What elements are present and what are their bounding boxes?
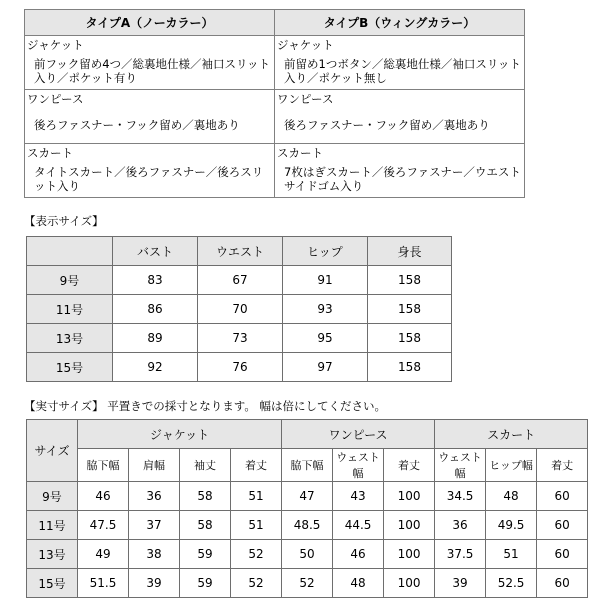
display-size-table [26, 236, 452, 382]
jacket-sleeve-length-header: 袖丈 [180, 449, 231, 482]
measurement-value: 58 [180, 482, 231, 511]
skirt-length-header: 着丈 [537, 449, 588, 482]
spec-jacket-label-row [25, 36, 525, 54]
actual-size-heading: 【実寸サイズ】 平置きでの採寸となります。 幅は倍にしてください。 [24, 399, 386, 413]
spec-header-row [25, 10, 525, 36]
size-label: 11号 [27, 511, 78, 540]
type-a-jacket-label: ジャケット [25, 36, 275, 54]
type-b-skirt-desc: 7枚はぎスカート／後ろファスナー／ウエストサイドゴム入り [275, 161, 525, 198]
actual-size-row [27, 540, 588, 569]
measurement-value: 59 [180, 569, 231, 598]
bust-value: 89 [113, 324, 198, 353]
measurement-value: 49.5 [486, 511, 537, 540]
size-label: 13号 [27, 324, 113, 353]
height-value: 158 [368, 353, 452, 382]
measurement-value: 47.5 [78, 511, 129, 540]
measurement-value: 49 [78, 540, 129, 569]
hip-value: 95 [283, 324, 368, 353]
measurement-value: 48 [333, 569, 384, 598]
dress-waist-width-header: ウェスト幅 [333, 449, 384, 482]
measurement-value: 60 [537, 540, 588, 569]
actual-size-column-row [27, 449, 588, 482]
spec-skirt-desc-row [25, 161, 525, 198]
measurement-value: 39 [129, 569, 180, 598]
bust-value: 92 [113, 353, 198, 382]
garment-spec-table [24, 9, 525, 198]
size-label: 11号 [27, 295, 113, 324]
measurement-value: 37.5 [435, 540, 486, 569]
display-size-heading: 【表示サイズ】 [24, 214, 104, 228]
height-value: 158 [368, 324, 452, 353]
actual-size-table [26, 419, 588, 598]
type-a-jacket-desc: 前フック留め4つ／総裏地仕様／袖口スリット入り／ポケット有り [25, 53, 275, 90]
hip-value: 97 [283, 353, 368, 382]
measurement-value: 38 [129, 540, 180, 569]
height-value: 158 [368, 295, 452, 324]
measurement-value: 46 [333, 540, 384, 569]
size-label: 15号 [27, 353, 113, 382]
hip-value: 91 [283, 266, 368, 295]
waist-value: 67 [198, 266, 283, 295]
waist-value: 76 [198, 353, 283, 382]
measurement-value: 100 [384, 482, 435, 511]
measurement-value: 48.5 [282, 511, 333, 540]
jacket-chest-width-header: 脇下幅 [78, 449, 129, 482]
size-corner-header: サイズ [27, 420, 78, 482]
measurement-value: 51.5 [78, 569, 129, 598]
measurement-value: 60 [537, 511, 588, 540]
skirt-group-header: スカート [435, 420, 588, 449]
bust-value: 83 [113, 266, 198, 295]
actual-size-group-row [27, 420, 588, 449]
measurement-value: 46 [78, 482, 129, 511]
type-a-header: タイプA（ノーカラー） [25, 10, 275, 36]
spec-skirt-label-row [25, 144, 525, 162]
type-a-dress-label: ワンピース [25, 90, 275, 108]
hip-header: ヒップ [283, 237, 368, 266]
display-size-row [27, 324, 452, 353]
type-b-jacket-label: ジャケット [275, 36, 525, 54]
measurement-value: 52 [231, 569, 282, 598]
measurement-value: 59 [180, 540, 231, 569]
type-a-dress-desc: 後ろファスナー・フック留め／裏地あり [25, 107, 275, 144]
type-b-header: タイプB（ウィングカラー） [275, 10, 525, 36]
bust-value: 86 [113, 295, 198, 324]
size-label: 13号 [27, 540, 78, 569]
measurement-value: 52.5 [486, 569, 537, 598]
measurement-value: 51 [231, 511, 282, 540]
measurement-value: 43 [333, 482, 384, 511]
waist-value: 73 [198, 324, 283, 353]
measurement-value: 52 [282, 569, 333, 598]
height-value: 158 [368, 266, 452, 295]
waist-header: ウエスト [198, 237, 283, 266]
jacket-length-header: 着丈 [231, 449, 282, 482]
measurement-value: 100 [384, 511, 435, 540]
waist-value: 70 [198, 295, 283, 324]
skirt-hip-width-header: ヒップ幅 [486, 449, 537, 482]
measurement-value: 51 [231, 482, 282, 511]
type-b-skirt-label: スカート [275, 144, 525, 162]
measurement-value: 47 [282, 482, 333, 511]
measurement-value: 44.5 [333, 511, 384, 540]
measurement-value: 100 [384, 569, 435, 598]
measurement-value: 48 [486, 482, 537, 511]
display-size-header-row [27, 237, 452, 266]
measurement-value: 100 [384, 540, 435, 569]
dress-length-header: 着丈 [384, 449, 435, 482]
display-size-corner [27, 237, 113, 266]
type-a-skirt-label: スカート [25, 144, 275, 162]
type-b-jacket-desc: 前留め1つボタン／総裏地仕様／袖口スリット入り／ポケット無し [275, 53, 525, 90]
dress-chest-width-header: 脇下幅 [282, 449, 333, 482]
spec-dress-desc-row [25, 107, 525, 144]
measurement-value: 39 [435, 569, 486, 598]
jacket-shoulder-width-header: 肩幅 [129, 449, 180, 482]
display-size-row [27, 266, 452, 295]
type-b-dress-label: ワンピース [275, 90, 525, 108]
size-label: 15号 [27, 569, 78, 598]
display-size-row [27, 295, 452, 324]
actual-size-row [27, 569, 588, 598]
actual-size-row [27, 482, 588, 511]
measurement-value: 37 [129, 511, 180, 540]
type-a-skirt-desc: タイトスカート／後ろファスナー／後ろスリット入り [25, 161, 275, 198]
measurement-value: 34.5 [435, 482, 486, 511]
spec-dress-label-row [25, 90, 525, 108]
measurement-value: 36 [129, 482, 180, 511]
size-label: 9号 [27, 266, 113, 295]
height-header: 身長 [368, 237, 452, 266]
measurement-value: 60 [537, 482, 588, 511]
measurement-value: 51 [486, 540, 537, 569]
measurement-value: 36 [435, 511, 486, 540]
display-size-row [27, 353, 452, 382]
measurement-value: 50 [282, 540, 333, 569]
spec-jacket-desc-row [25, 53, 525, 90]
jacket-group-header: ジャケット [78, 420, 282, 449]
measurement-value: 58 [180, 511, 231, 540]
skirt-waist-width-header: ウェスト幅 [435, 449, 486, 482]
dress-group-header: ワンピース [282, 420, 435, 449]
measurement-value: 60 [537, 569, 588, 598]
type-b-dress-desc: 後ろファスナー・フック留め／裏地あり [275, 107, 525, 144]
hip-value: 93 [283, 295, 368, 324]
bust-header: バスト [113, 237, 198, 266]
measurement-value: 52 [231, 540, 282, 569]
actual-size-row [27, 511, 588, 540]
size-label: 9号 [27, 482, 78, 511]
